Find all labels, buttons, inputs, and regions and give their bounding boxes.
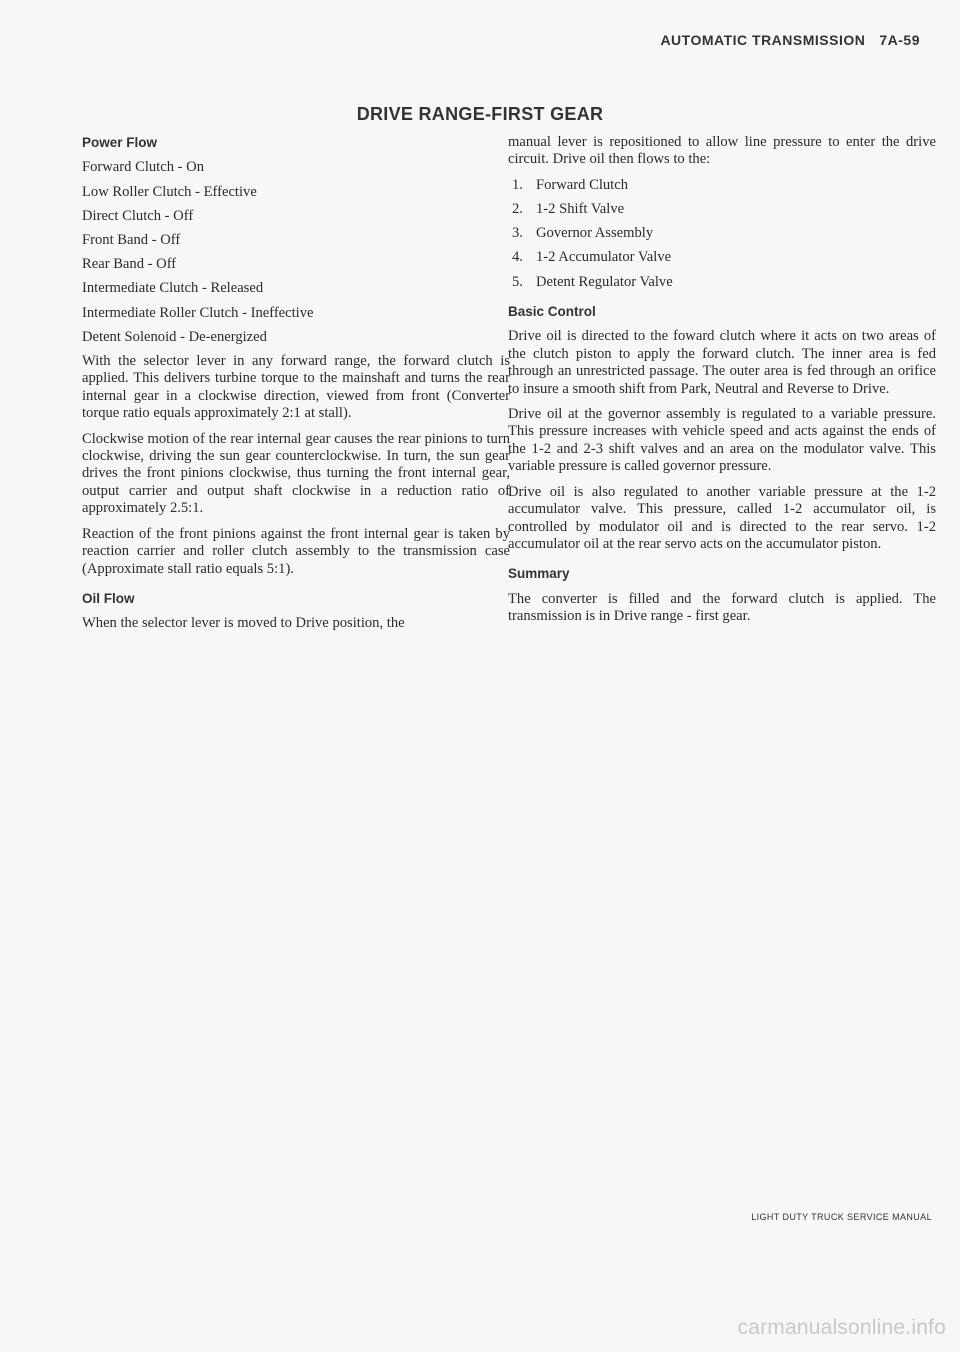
- list-item-number: 3.: [512, 225, 523, 242]
- power-flow-item: Rear Band - Off: [82, 256, 177, 273]
- list-item: [508, 274, 936, 291]
- header-section-title: AUTOMATIC TRANSMISSION: [660, 32, 866, 48]
- summary-paragraph: The converter is filled and the forward clutch is applied. The transmission is in Drive range - first gear.: [508, 590, 936, 625]
- list-item: [508, 177, 936, 194]
- body-paragraph: Clockwise motion of the rear internal gear causes the rear pinions to turn clockwise, driving the sun gear counterclockwise. In turn, the sun gear drives the front pinions clockwise, thus turning the front internal gear, output carrier and output shaft clockwise in a reduction ratio of approximately 2.5:1.: [82, 430, 510, 517]
- summary-heading: Summary: [508, 566, 570, 582]
- header-page-number: 7A-59: [879, 32, 920, 48]
- site-watermark: carmanualsonline.info: [737, 1316, 946, 1339]
- power-flow-item: Direct Clutch - Off: [82, 207, 194, 224]
- oil-flow-paragraph: When the selector lever is moved to Drive position, the: [82, 615, 405, 632]
- power-flow-item: Intermediate Roller Clutch - Ineffective: [82, 304, 314, 321]
- list-item-text: Governor Assembly: [536, 225, 654, 242]
- drive-oil-list: [508, 177, 936, 291]
- power-flow-item: Low Roller Clutch - Effective: [82, 183, 257, 200]
- page-footer: LIGHT DUTY TRUCK SERVICE MANUAL: [751, 1212, 932, 1222]
- oil-flow-heading: Oil Flow: [82, 590, 135, 606]
- list-item-text: Detent Regulator Valve: [536, 273, 673, 290]
- list-item-number: 2.: [512, 201, 523, 218]
- body-paragraph: Reaction of the front pinions against the front internal gear is taken by reaction carrier and roller clutch assembly to the transmission case (Approximate stall ratio equals 5:1).: [82, 525, 510, 577]
- body-paragraph: With the selector lever in any forward range, the forward clutch is applied. This delivers turbine torque to the mainshaft and turns the rear internal gear in a clockwise direction, viewed from front (Converter torque ratio equals approximately 2:1 at stall).: [82, 353, 510, 422]
- power-flow-item: Forward Clutch - On: [82, 159, 205, 176]
- list-item-number: 4.: [512, 249, 523, 266]
- list-item: [508, 225, 936, 242]
- body-paragraph: Drive oil is directed to the foward clutch where it acts on two areas of the clutch piston to apply the forward clutch. The inner area is fed through an unrestricted passage. The outer area is fed through an orifice to insure a smooth shift from Park, Neutral and Reverse to Drive.: [508, 328, 936, 397]
- body-paragraph: Drive oil at the governor assembly is regulated to a variable pressure. This pressure increases with vehicle speed and acts against the ends of the 1-2 and 2-3 shift valves and an area on the modulator valve. This variable pressure is called governor pressure.: [508, 406, 936, 475]
- list-item: [508, 201, 936, 218]
- body-paragraph: Drive oil is also regulated to another variable pressure at the 1-2 accumulator valve. This pressure, called 1-2 accumulator oil, is controlled by modulator oil and is directed to the rear servo. 1-2 accumulator oil at the rear servo acts on the accumulator piston.: [508, 483, 936, 552]
- list-item-text: Forward Clutch: [536, 176, 629, 193]
- page-title: DRIVE RANGE-FIRST GEAR: [356, 104, 604, 124]
- continued-paragraph: manual lever is repositioned to allow line pressure to enter the drive circuit. Drive oil then flows to the:: [508, 134, 936, 168]
- power-flow-item: Front Band - Off: [82, 232, 181, 249]
- power-flow-item: Intermediate Clutch - Released: [82, 280, 264, 297]
- left-column: [82, 134, 510, 641]
- right-column: [508, 134, 936, 634]
- basic-control-heading: Basic Control: [508, 304, 596, 320]
- list-item-number: 1.: [512, 176, 523, 193]
- page-header: [660, 32, 920, 48]
- list-item-text: 1-2 Shift Valve: [536, 201, 625, 218]
- list-item-number: 5.: [512, 273, 523, 290]
- power-flow-heading: Power Flow: [82, 135, 158, 150]
- power-flow-item: Detent Solenoid - De-energized: [82, 328, 267, 345]
- list-item: [508, 249, 936, 266]
- list-item-text: 1-2 Accumulator Valve: [536, 249, 672, 266]
